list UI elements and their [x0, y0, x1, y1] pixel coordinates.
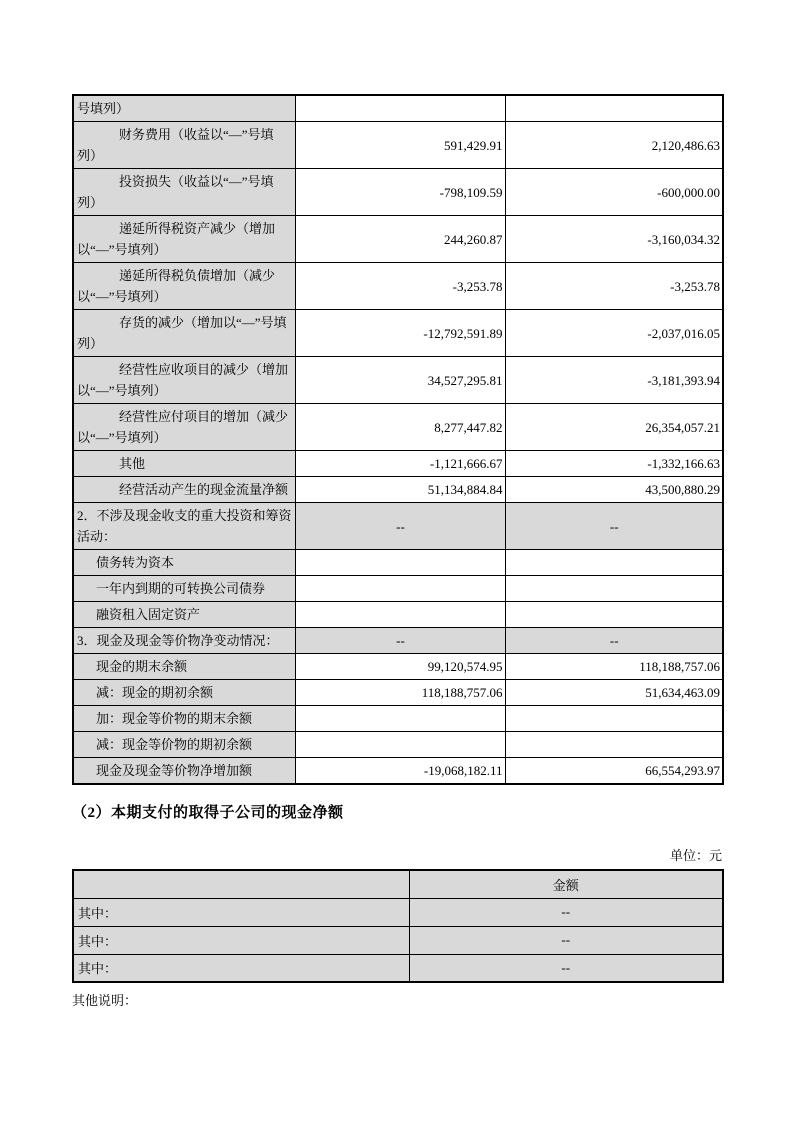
- table-row: [73, 95, 723, 122]
- value-prior-period: [505, 602, 723, 628]
- value-current-period: 118,188,757.06: [295, 680, 505, 706]
- table-row: [73, 576, 723, 602]
- value-current-period: 244,260.87: [295, 216, 505, 263]
- table-row: [73, 602, 723, 628]
- amount-value: --: [409, 926, 723, 954]
- value-current-period: 8,277,447.82: [295, 404, 505, 451]
- row-label: 其他: [73, 451, 295, 477]
- row-label: 其中：: [73, 898, 409, 926]
- row-label: 经营性应收项目的减少（增加以“—”号填列）: [73, 357, 295, 404]
- value-current-period: [295, 602, 505, 628]
- value-current-period: -3,253.78: [295, 263, 505, 310]
- value-prior-period: [505, 550, 723, 576]
- value-current-period: 99,120,574.95: [295, 654, 505, 680]
- amount-value: --: [409, 954, 723, 982]
- table-row: [73, 169, 723, 216]
- row-label: 现金及现金等价物净增加额: [73, 758, 295, 785]
- row-label: 减：现金等价物的期初余额: [73, 732, 295, 758]
- row-label: 其中：: [73, 954, 409, 982]
- section-heading: （2）本期支付的取得子公司的现金净额: [72, 805, 344, 821]
- other-notes-label: 其他说明：: [72, 993, 138, 1008]
- table-row: [73, 122, 723, 169]
- row-label: 融资租入固定资产: [73, 602, 295, 628]
- row-label: 加：现金等价物的期末余额: [73, 706, 295, 732]
- value-current-period: [295, 576, 505, 602]
- value-current-period: --: [295, 628, 505, 654]
- value-prior-period: -2,037,016.05: [505, 310, 723, 357]
- value-prior-period: 51,634,463.09: [505, 680, 723, 706]
- value-prior-period: -3,181,393.94: [505, 357, 723, 404]
- amount-value: --: [409, 898, 723, 926]
- table-header-row: [73, 870, 723, 898]
- table-row: [73, 954, 723, 982]
- table-row: [73, 310, 723, 357]
- value-current-period: --: [295, 503, 505, 550]
- unit-label: 单位：元: [669, 848, 722, 863]
- table-row: [73, 926, 723, 954]
- value-current-period: [295, 95, 505, 122]
- table-row: [73, 263, 723, 310]
- row-label: 3．现金及现金等价物净变动情况：: [73, 628, 295, 654]
- row-label: 财务费用（收益以“—”号填列）: [73, 122, 295, 169]
- header-empty-cell: [73, 870, 409, 898]
- cash-flow-supplement-table: [72, 94, 724, 785]
- value-prior-period: 118,188,757.06: [505, 654, 723, 680]
- table-row: [73, 628, 723, 654]
- row-label: 经营性应付项目的增加（减少以“—”号填列）: [73, 404, 295, 451]
- value-prior-period: -600,000.00: [505, 169, 723, 216]
- table-row: [73, 216, 723, 263]
- table-row: [73, 654, 723, 680]
- row-label: 现金的期末余额: [73, 654, 295, 680]
- table-row: [73, 357, 723, 404]
- value-prior-period: 2,120,486.63: [505, 122, 723, 169]
- table-row: [73, 451, 723, 477]
- table-row: [73, 477, 723, 503]
- table-row: [73, 503, 723, 550]
- table-row: [73, 706, 723, 732]
- header-amount-label: 金额: [409, 870, 723, 898]
- table-row: [73, 732, 723, 758]
- row-label: 递延所得税负债增加（减少以“—”号填列）: [73, 263, 295, 310]
- value-current-period: [295, 706, 505, 732]
- row-label: 其中：: [73, 926, 409, 954]
- value-prior-period: 66,554,293.97: [505, 758, 723, 785]
- row-label: 递延所得税资产减少（增加以“—”号填列）: [73, 216, 295, 263]
- row-label: 债务转为资本: [73, 550, 295, 576]
- value-current-period: -1,121,666.67: [295, 451, 505, 477]
- value-prior-period: --: [505, 503, 723, 550]
- table-row: [73, 550, 723, 576]
- table-row: [73, 898, 723, 926]
- value-current-period: [295, 550, 505, 576]
- value-current-period: [295, 732, 505, 758]
- table-row: [73, 680, 723, 706]
- row-label: 一年内到期的可转换公司债券: [73, 576, 295, 602]
- table-row: [73, 758, 723, 785]
- value-current-period: 34,527,295.81: [295, 357, 505, 404]
- value-current-period: -798,109.59: [295, 169, 505, 216]
- row-label: 号填列）: [73, 95, 295, 122]
- row-label: 经营活动产生的现金流量净额: [73, 477, 295, 503]
- subsidiary-table-body: [73, 898, 723, 982]
- supplement-table-body: [73, 95, 723, 784]
- value-current-period: 51,134,884.84: [295, 477, 505, 503]
- value-prior-period: [505, 706, 723, 732]
- row-label: 存货的减少（增加以“—”号填列）: [73, 310, 295, 357]
- value-prior-period: --: [505, 628, 723, 654]
- row-label: 2．不涉及现金收支的重大投资和筹资活动：: [73, 503, 295, 550]
- value-current-period: 591,429.91: [295, 122, 505, 169]
- value-prior-period: 26,354,057.21: [505, 404, 723, 451]
- value-current-period: -12,792,591.89: [295, 310, 505, 357]
- row-label: 减：现金的期初余额: [73, 680, 295, 706]
- row-label: 投资损失（收益以“—”号填列）: [73, 169, 295, 216]
- value-current-period: -19,068,182.11: [295, 758, 505, 785]
- value-prior-period: 43,500,880.29: [505, 477, 723, 503]
- value-prior-period: -3,253.78: [505, 263, 723, 310]
- value-prior-period: [505, 576, 723, 602]
- subsidiary-cash-table: [72, 869, 724, 983]
- value-prior-period: -3,160,034.32: [505, 216, 723, 263]
- table-row: [73, 404, 723, 451]
- value-prior-period: [505, 732, 723, 758]
- value-prior-period: -1,332,166.63: [505, 451, 723, 477]
- value-prior-period: [505, 95, 723, 122]
